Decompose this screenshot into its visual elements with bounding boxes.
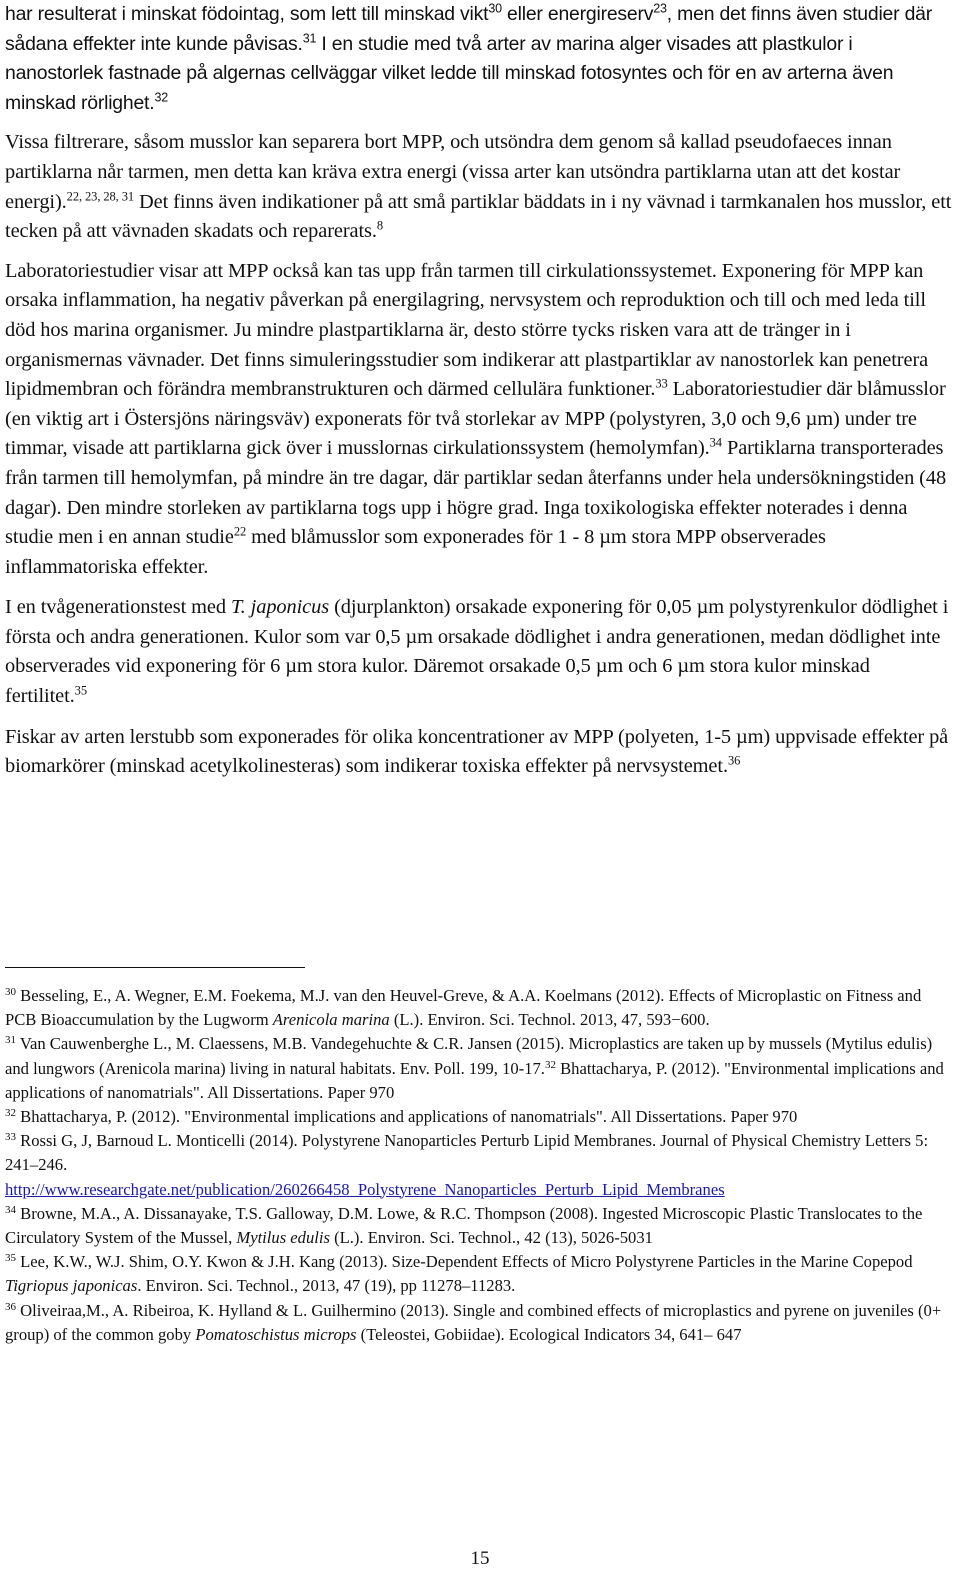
ref-32: 32: [154, 90, 168, 105]
footnote-30: [5, 984, 955, 1032]
footnote-35: [5, 1250, 955, 1298]
footnote-species: Tigriopus japonicas: [5, 1276, 138, 1296]
paragraph-3: [5, 257, 955, 583]
footnote-text: Oliveiraa,M., A. Ribeiroa, K. Hylland & L. Guilhermino (2013). Single and combined effects of microplastics and pyrene on juveniles (0+ group) of the common goby: [5, 1300, 942, 1344]
footnote-divider: [5, 967, 305, 968]
footnote-number: 34: [5, 1203, 16, 1216]
footnote-number: 35: [5, 1252, 16, 1265]
footnote-text: (L.). Environ. Sci. Technol. 2013, 47, 593−600.: [389, 1010, 710, 1030]
footnote-text: (Teleostei, Gobiidae). Ecological Indicators 34, 641– 647: [356, 1324, 742, 1344]
paragraph-5: [5, 723, 955, 782]
ref-36: 36: [727, 753, 741, 768]
p1-text-b: eller energireserv: [501, 3, 654, 25]
researchgate-link[interactable]: http://www.researchgate.net/publication/260266458_Polystyrene_Nanoparticles_Perturb_Lipid_Membranes: [5, 1179, 725, 1199]
footnotes: [5, 984, 955, 1347]
ref-23: 23: [653, 1, 667, 16]
footnote-34: [5, 1202, 955, 1250]
p3-text-a: Laboratoriestudier visar att MPP också kan tas upp från tarmen till cirkulationssystemet. Exponering för MPP kan orsaka inflammation, ha negativ påverkan på energilagring, nervsystem och reproduktion och till och med leda till död hos marina organismer. Ju mindre plastpartiklarna är, desto större tycks risken vara att de tränger in i organismernas vävnader. Det finns simuleringsstudier som indikerar att plastpartiklar av nanostorlek kan penetrera lipidmembran och förändra membranstrukturen och därmed cellulära funktioner.: [5, 259, 929, 401]
ref-33: 33: [655, 376, 668, 391]
ref-22: 22: [233, 524, 247, 539]
footnote-36: [5, 1299, 955, 1347]
ref-30: 30: [488, 1, 502, 16]
footnote-text: . Environ. Sci. Technol., 2013, 47 (19), pp 11278–11283.: [137, 1276, 516, 1296]
p5-text-a: Fiskar av arten lerstubb som exponerades för olika koncentrationer av MPP (polyeten, 1-5 µm) uppvisade effekter på biomarkörer (minskad acetylkolinesteras) som indikerar toxiska effekter på nervsystemet.: [5, 725, 949, 778]
ref-31: 31: [302, 30, 317, 45]
paragraph-4: [5, 593, 955, 711]
footnote-number: 36: [5, 1300, 16, 1313]
footnote-text: Bhattacharya, P. (2012). "Environmental implications and applications of nanomatrials". All Dissertations. Paper 970: [5, 1058, 944, 1102]
footnote-number: 32: [5, 1106, 16, 1119]
ref-group: 22, 23, 28, 31: [66, 188, 135, 203]
footnote-number: 32: [544, 1058, 556, 1071]
footnote-number: 30: [5, 985, 16, 998]
p3-text-c: Partiklarna transporterades från tarmen till hemolymfan, på mindre än tre dagar, där partiklar sedan återfanns under hela undersökningstiden (48 dagar). Den mindre storleken av partiklarna togs upp i högre grad. Inga toxikologiska effekter noterades i denna studie men i en annan studie: [5, 437, 947, 549]
paragraph-1: [5, 0, 955, 118]
footnote-number: 33: [5, 1131, 16, 1144]
footnote-text: Rossi G, J, Barnoud L. Monticelli (2014). Polystyrene Nanoparticles Perturb Lipid Membranes. Journal of Physical Chemistry Letters 5: 241–246.: [5, 1131, 929, 1175]
footnote-text: Browne, M.A., A. Dissanayake, T.S. Galloway, D.M. Lowe, & R.C. Thompson (2008). Ingested Microscopic Plastic Translocates to the Circulatory System of the Mussel,: [5, 1203, 923, 1248]
p1-text-d: I en studie med två arter av marina alger visades att plastkulor i nanostorlek fastnade på algernas cellväggar vilket ledde till minskad fotosyntes och för en av arterna även minskad rörlighet.: [5, 32, 894, 114]
footnote-text: Van Cauwenberghe L., M. Claessens, M.B. Vandegehuchte & C.R. Jansen (2015). Microplastics are taken up by mussels (Mytilus edulis) and lungwors (Arenicola marina) living in natural habitats. Env. Poll. 199, 10-17.: [5, 1034, 933, 1078]
ref-8: 8: [376, 218, 384, 233]
ref-35: 35: [74, 683, 87, 698]
footnote-number: 31: [5, 1034, 16, 1047]
document-page: [5, 0, 955, 1579]
footnote-species: Mytilus edulis: [236, 1228, 330, 1248]
footnote-31: [5, 1032, 955, 1105]
p3-text-d: med blåmusslor som exponerades för 1 - 8 µm stora MPP observerades inflammatoriska effekter.: [5, 526, 826, 578]
p4-text-b: (djurplankton) orsakade exponering för 0,05 µm polystyrenkulor dödlighet i första och andra generationen. Kulor som var 0,5 µm orsakade dödlighet i andra generationen, medan dödlighet inte observerades vid exponering för 6 µm stora kulor. Däremot orsakade 0,5 µm och 6 µm stora kulor minskad fertilitet.: [5, 596, 949, 708]
footnote-32: [5, 1105, 955, 1129]
footnote-text: Bhattacharya, P. (2012). "Environmental implications and applications of nanomatrials". All Dissertations. Paper 970: [16, 1107, 798, 1127]
ref-34: 34: [709, 435, 722, 450]
footnote-text: Besseling, E., A. Wegner, E.M. Foekema, M.J. van den Heuvel-Greve, & A.A. Koelmans (2012). Effects of Microplastic on Fitness and PCB Bioaccumulation by the Lugworm: [5, 986, 922, 1030]
species-name: T. japonicus: [230, 596, 330, 619]
p4-text-a: I en tvågenerationstest med: [5, 596, 231, 619]
p1-text-c: , men det finns även studier där sådana effekter inte kunde påvisas.: [5, 3, 933, 55]
paragraph-2: [5, 128, 955, 246]
p2-text-b: Det finns även indikationer på att små partiklar bäddats in i ny vävnad i tarmkanalen hos musslor, ett tecken på att vävnaden skadats och reparerats.: [5, 190, 952, 243]
body-text: [5, 0, 955, 782]
page-number: 15: [470, 1548, 490, 1569]
footnote-species: Arenicola marina: [272, 1010, 390, 1030]
p2-text-a: Vissa filtrerare, såsom musslor kan separera bort MPP, och utsöndra dem genom så kallad pseudofaeces innan partiklarna når tarmen, men detta kan kräva extra energi (vissa arter kan utsöndra partiklarna utan att det kostar energi).: [5, 131, 901, 213]
footnote-text: Lee, K.W., W.J. Shim, O.Y. Kwon & J.H. Kang (2013). Size-Dependent Effects of Micro Polystyrene Particles in the Marine Copepod: [16, 1252, 913, 1272]
footnote-text: (L.). Environ. Sci. Technol., 42 (13), 5026-5031: [329, 1228, 653, 1248]
p3-text-b: Laboratoriestudier där blåmusslor (en viktig art i Östersjöns näringsväv) exponerats för två storlekar av MPP (polystyren, 3,0 och 9,6 µm) under tre timmar, visade att partiklarna gick över i musslornas cirkulationssystem (hemolymfan).: [5, 378, 946, 460]
footnote-species: Pomatoschistus microps: [195, 1324, 357, 1344]
footnote-33: [5, 1129, 955, 1202]
p1-text-a: har resulterat i minskat födointag, som lett till minskad vikt: [5, 3, 489, 25]
